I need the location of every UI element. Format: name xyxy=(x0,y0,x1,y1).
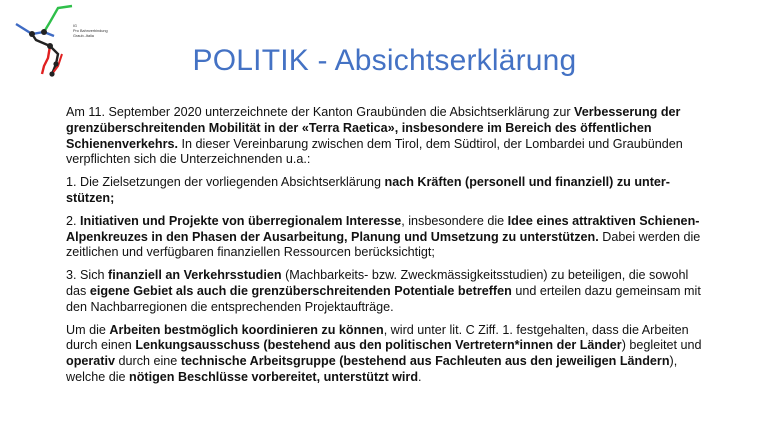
logo-line-2: Pro Bahnverbindung xyxy=(73,29,108,33)
text-run: 3. Sich xyxy=(66,268,108,283)
text-run: Um die xyxy=(66,322,110,337)
slide-body xyxy=(66,105,712,393)
bold-text-run: operativ xyxy=(66,354,115,369)
text-run: Am 11. September 2020 unterzeichnete der Kanton Graubünden die Absichtserklärung zur xyxy=(66,105,575,119)
bold-text-run: nötigen Beschlüsse vorbereitet, unterstützt wird xyxy=(129,369,419,384)
paragraph-point-3 xyxy=(66,268,712,315)
text-run: durch eine xyxy=(115,354,181,369)
bold-text-run: Initiativen und Projekte von überregionalem Interesse xyxy=(80,213,402,228)
bold-text-run: Lenkungsausschuss (bestehend aus den politischen Vertretern*innen der Länder xyxy=(135,338,622,353)
slide-title: POLITIK - Absichtserklärung xyxy=(192,44,577,77)
text-run: Dabei werden die zeitlichen und verfügbaren finanziellen Ressourcen berücksichtigt; xyxy=(66,229,701,260)
logo-line-1: IG xyxy=(73,24,78,28)
text-run: 1. Die Zielsetzungen der vorliegenden Absichtserklärung xyxy=(66,175,385,190)
text-run: und erteilen dazu gemeinsam mit den Nachbarregionen die entsprechenden Projektaufträge. xyxy=(66,283,701,314)
bold-text-run: Arbeiten bestmöglich koordinieren zu können xyxy=(109,322,384,337)
text-run: , insbesondere die xyxy=(401,213,508,228)
text-run: (Machbarkeits- bzw. Zweckmässigkeitsstudien) zu beteiligen, die sowohl das xyxy=(66,268,689,298)
text-run: 2. xyxy=(66,213,81,228)
bold-text-run: nach Kräften (personell und finanziell) zu unter-stützen; xyxy=(66,175,671,205)
paragraph-point-2 xyxy=(66,214,712,261)
paragraph-point-1 xyxy=(66,175,712,207)
text-run: , wird unter lit. C Ziff. 1. festgehalten, dass die Arbeiten durch einen xyxy=(66,322,689,353)
text-run: In dieser Vereinbarung zwischen dem Tirol, dem Südtirol, der Lombardei und Graubünden verpflichten sich die Unterzeichnenden u.a.: xyxy=(66,136,683,167)
text-run: ), welche die xyxy=(66,354,678,384)
bold-text-run: finanziell an Verkehrsstudien xyxy=(108,268,282,283)
bold-text-run: Idee eines attraktiven Schienen-Alpenkreuzes in den Phasen der Ausarbeitung, Planung und Umsetzung zu unterstützen. xyxy=(66,213,700,244)
logo-line-3: Graub.-Italia xyxy=(73,34,94,38)
text-run: . xyxy=(418,369,422,384)
paragraph-intro xyxy=(66,105,712,168)
bold-text-run: eigene Gebiet als auch die grenzüberschreitenden Potentiale betreffen xyxy=(89,283,512,298)
bold-text-run: technische Arbeitsgruppe (bestehend aus Fachleuten aus den jeweiligen Ländern xyxy=(180,354,670,369)
text-run: ) begleitet und xyxy=(621,338,702,353)
bold-text-run: Verbesserung der grenzüberschreitenden Mobilität in der «Terra Raetica», insbesondere im Bereich des öffentlichen Schienenverkehrs. xyxy=(66,105,681,151)
paragraph-coordination xyxy=(66,323,712,386)
